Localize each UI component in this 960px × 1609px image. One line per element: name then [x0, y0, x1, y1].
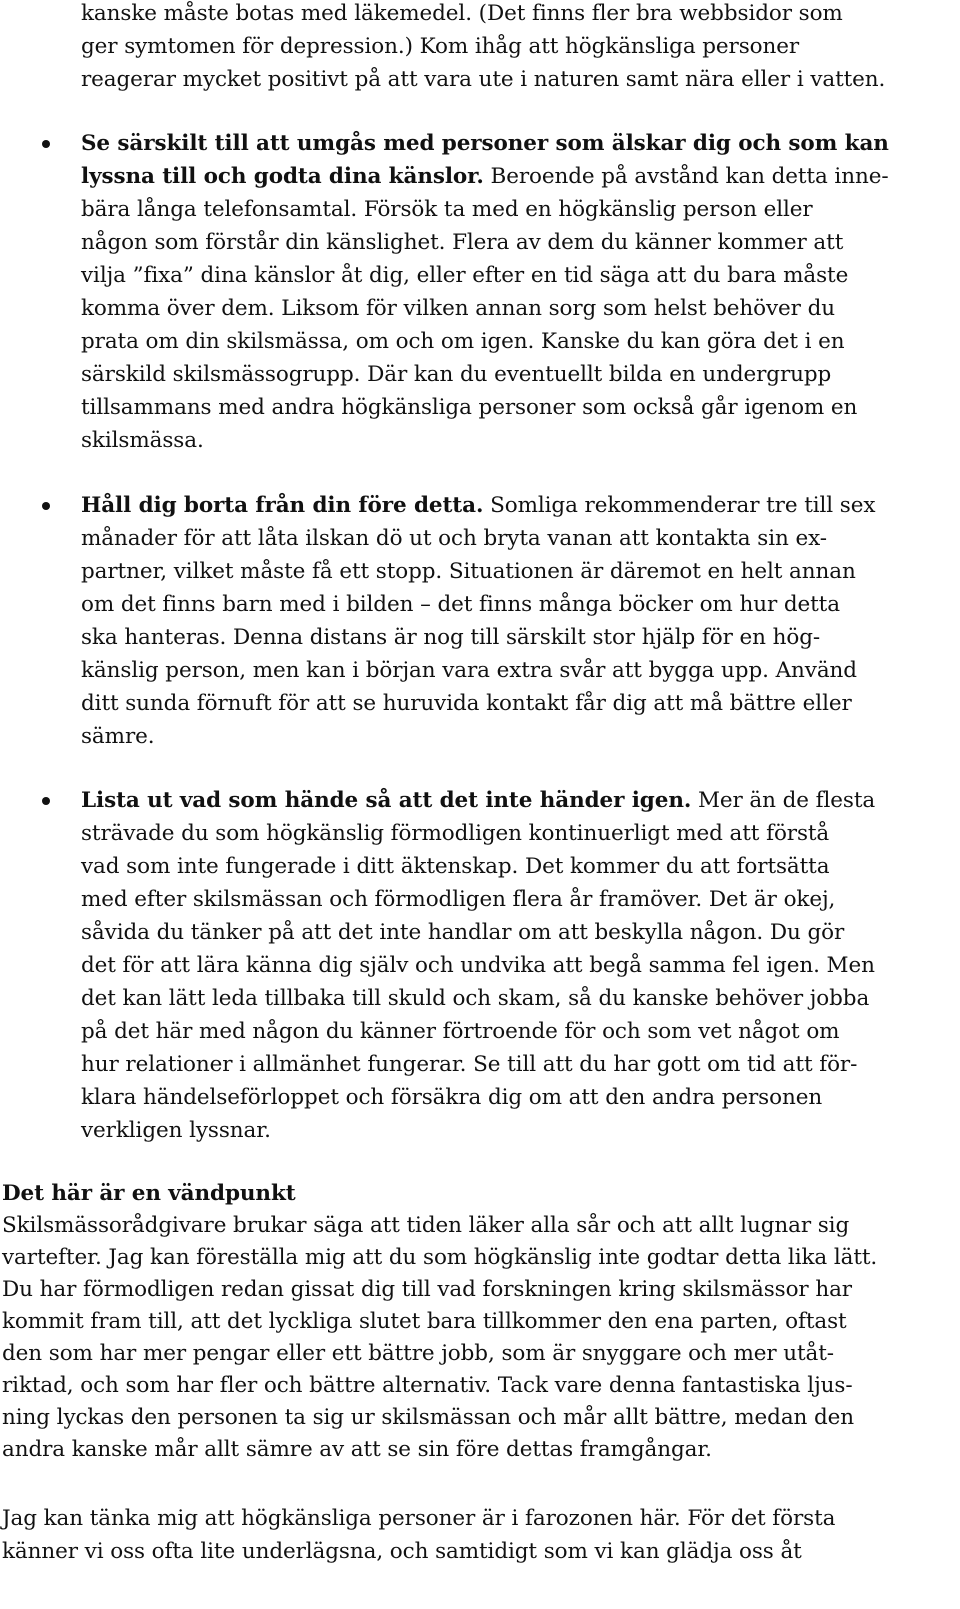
body-text-line: hur relationer i allmänhet fungerar. Se till att du har gott om tid att för- [81, 1052, 858, 1077]
body-text-line: om det finns barn med i bilden – det finns många böcker om hur detta [81, 592, 840, 617]
bullet-lead-text: Lista ut vad som hände så att det inte händer igen. [81, 788, 692, 813]
body-text-line: Jag kan tänka mig att högkänsliga personer är i farozonen här. För det första [2, 1506, 836, 1531]
body-text-line: prata om din skilsmässa, om och om igen. Kanske du kan göra det i en [81, 329, 845, 354]
body-text-line: den som har mer pengar eller ett bättre jobb, som är snyggare och mer utåt- [2, 1341, 834, 1366]
body-text-line: månader för att låta ilskan dö ut och bryta vanan att kontakta sin ex- [81, 526, 827, 551]
body-text-line: verkligen lyssnar. [81, 1118, 271, 1143]
body-text-line: tillsammans med andra högkänsliga personer som också går igenom en [81, 395, 858, 420]
body-text-line [81, 163, 889, 191]
body-text-line: bära långa telefonsamtal. Försök ta med en högkänslig person eller [81, 197, 813, 222]
body-text-line [81, 787, 875, 815]
body-text-span: Somliga rekommenderar tre till sex [483, 493, 876, 518]
body-text-span: Beroende på avstånd kan detta inne- [483, 164, 889, 189]
body-text-line: strävade du som högkänslig förmodligen kontinuerligt med att förstå [81, 821, 830, 846]
body-text-span: Mer än de flesta [691, 788, 876, 813]
body-text-line: ska hanteras. Denna distans är nog till särskilt stor hjälp för en hög- [81, 625, 821, 650]
body-text-line: det kan lätt leda tillbaka till skuld och skam, så du kanske behöver jobba [81, 986, 870, 1011]
body-text-line: känner vi oss ofta lite underlägsna, och samtidigt som vi kan glädja oss åt [2, 1539, 802, 1564]
body-text-line: någon som förstår din känslighet. Flera av dem du känner kommer att [81, 230, 844, 255]
body-text-line: kanske måste botas med läkemedel. (Det finns fler bra webbsidor som [81, 1, 843, 26]
body-text-line: sämre. [81, 724, 155, 749]
bullet-icon [42, 140, 50, 148]
body-text-line: komma över dem. Liksom för vilken annan sorg som helst behöver du [81, 296, 835, 321]
body-text-line: kommit fram till, att det lyckliga slutet bara tillkommer den ena parten, oftast [2, 1309, 847, 1334]
body-text-line: ger symtomen för depression.) Kom ihåg att högkänsliga personer [81, 34, 800, 59]
body-text-line: andra kanske mår allt sämre av att se sin före dettas framgångar. [2, 1437, 712, 1462]
body-text-line: känslig person, men kan i början vara extra svår att bygga upp. Använd [81, 658, 857, 683]
body-text-line: partner, vilket måste få ett stopp. Situationen är däremot en helt annan [81, 559, 856, 584]
body-text-line: med efter skilsmässan och förmodligen flera år framöver. Det är okej, [81, 887, 836, 912]
body-text-line: vilja ”fixa” dina känslor åt dig, eller efter en tid säga att du bara måste [81, 263, 849, 288]
body-text-line: Du har förmodligen redan gissat dig till vad forskningen kring skilsmässor har [2, 1277, 852, 1302]
bullet-icon [42, 502, 50, 510]
body-text-line: ditt sunda förnuft för att se huruvida kontakt får dig att må bättre eller [81, 691, 852, 716]
body-text-line: såvida du tänker på att det inte handlar om att beskylla någon. Du gör [81, 920, 845, 945]
body-text-line: reagerar mycket positivt på att vara ute i naturen samt nära eller i vatten. [81, 67, 886, 92]
bullet-icon [42, 797, 50, 805]
body-text-line [81, 492, 875, 520]
body-text-line: riktad, och som har fler och bättre alternativ. Tack vare denna fantastiska ljus- [2, 1373, 853, 1398]
body-text-line: klara händelseförloppet och försäkra dig om att den andra personen [81, 1085, 823, 1110]
body-text-line: vartefter. Jag kan föreställa mig att du som högkänslig inte godtar detta lika lätt. [2, 1245, 878, 1270]
body-text-line: på det här med någon du känner förtroende för och som vet något om [81, 1019, 840, 1044]
body-text-line: ning lyckas den personen ta sig ur skilsmässan och mår allt bättre, medan den [2, 1405, 855, 1430]
bullet-lead-text: lyssna till och godta dina känslor. [81, 164, 484, 189]
section-heading: Det här är en vändpunkt [2, 1181, 296, 1206]
body-text-line: det för att lära känna dig själv och undvika att begå samma fel igen. Men [81, 953, 875, 978]
bullet-lead-text: Se särskilt till att umgås med personer som älskar dig och som kan [81, 131, 889, 156]
body-text-line: särskild skilsmässogrupp. Där kan du eventuellt bilda en undergrupp [81, 362, 832, 387]
body-text-line: Skilsmässorådgivare brukar säga att tiden läker alla sår och att allt lugnar sig [2, 1213, 850, 1238]
body-text-line: vad som inte fungerade i ditt äktenskap. Det kommer du att fortsätta [81, 854, 830, 879]
body-text-line: skilsmässa. [81, 428, 204, 453]
bullet-lead-text: Håll dig borta från din före detta. [81, 493, 484, 518]
